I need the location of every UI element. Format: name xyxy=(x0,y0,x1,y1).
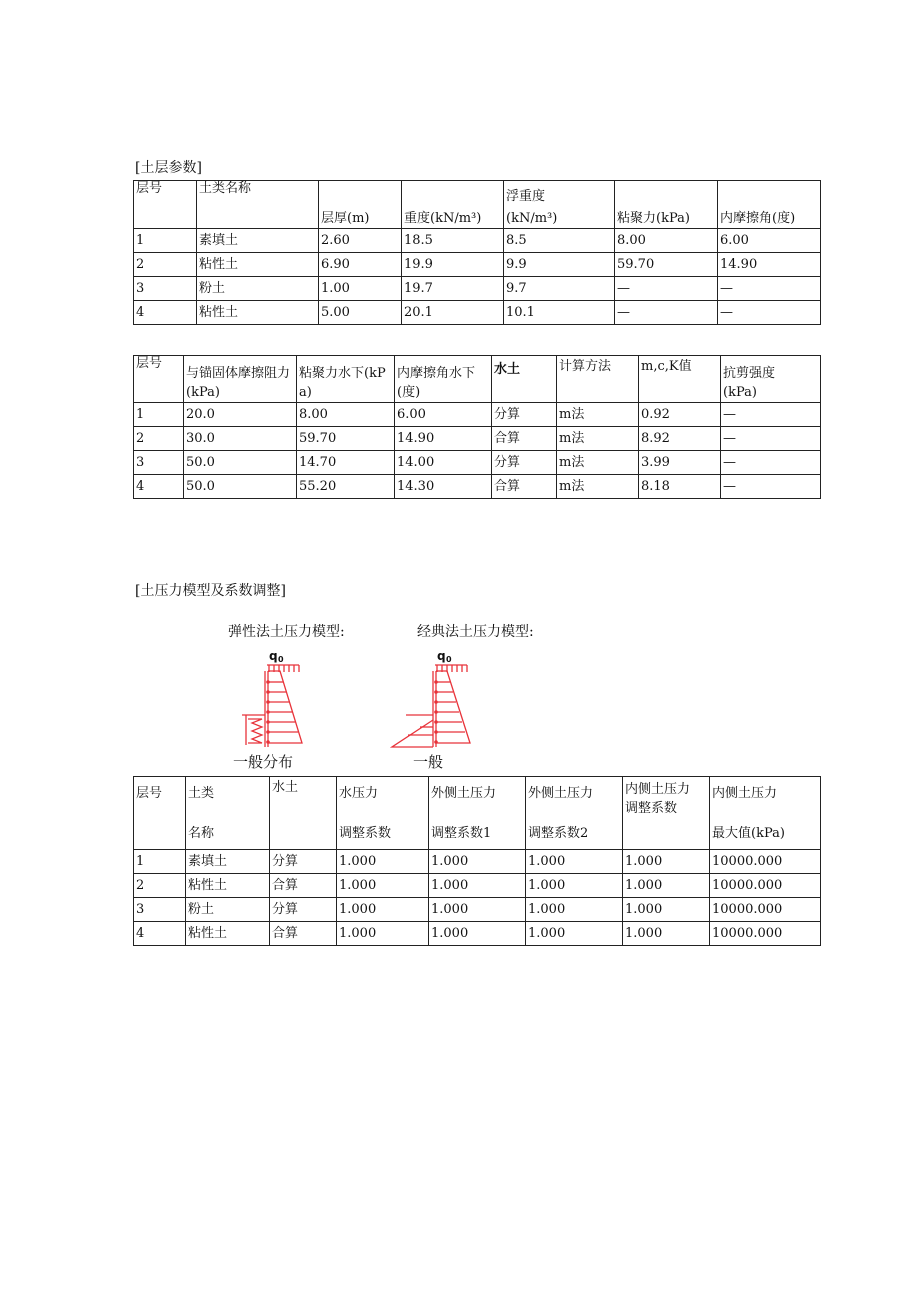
header-cell: 外侧土压力 调整系数2 xyxy=(526,777,623,850)
table-cell: 1.000 xyxy=(623,850,710,874)
table-cell: 1.000 xyxy=(526,850,623,874)
header-cell: 层厚(m) xyxy=(319,181,402,229)
table-cell: 1.000 xyxy=(337,922,429,946)
table-cell: 1.000 xyxy=(526,874,623,898)
table-cell: 14.90 xyxy=(718,253,821,277)
table-cell: 20.0 xyxy=(184,403,297,427)
table-cell: 4 xyxy=(134,301,197,325)
table-cell: 合算 xyxy=(270,874,337,898)
table-header-row xyxy=(134,356,821,403)
table-row xyxy=(134,427,821,451)
header-cell: 内摩擦角水下(度) xyxy=(395,356,492,403)
table-cell: — xyxy=(721,475,821,499)
table-cell: 8.00 xyxy=(615,229,718,253)
header-cell: m,c,K值 xyxy=(639,356,721,403)
table-cell: 2 xyxy=(134,253,197,277)
header-cell: 层号 xyxy=(134,777,186,850)
table-cell: 粘性土 xyxy=(186,874,270,898)
table-cell: 素填土 xyxy=(186,850,270,874)
table-header-row xyxy=(134,777,821,850)
soil-strength-table xyxy=(133,355,821,499)
table-cell: 1.000 xyxy=(623,898,710,922)
table-cell: 10000.000 xyxy=(710,898,821,922)
table-cell: 19.7 xyxy=(402,277,504,301)
table-cell: 50.0 xyxy=(184,475,297,499)
table-cell: 5.00 xyxy=(319,301,402,325)
table-cell: 10000.000 xyxy=(710,922,821,946)
table-cell: 0.92 xyxy=(639,403,721,427)
table-cell: 3 xyxy=(134,277,197,301)
table-cell: 1 xyxy=(134,403,184,427)
table-cell: 10000.000 xyxy=(710,874,821,898)
table-cell: 8.00 xyxy=(297,403,395,427)
table-cell: 9.7 xyxy=(504,277,615,301)
table-cell: 1.000 xyxy=(429,922,526,946)
header-cell: 与锚固体摩擦阻力(kPa) xyxy=(184,356,297,403)
table-cell: 1.000 xyxy=(337,874,429,898)
table-cell: 1 xyxy=(134,850,186,874)
table-cell: 10.1 xyxy=(504,301,615,325)
table-cell: 分算 xyxy=(492,403,557,427)
table-cell: 14.00 xyxy=(395,451,492,475)
table-cell: 1.000 xyxy=(337,898,429,922)
table-row xyxy=(134,403,821,427)
elastic-model-label: 弹性法土压力模型: xyxy=(228,624,345,640)
table-cell: 合算 xyxy=(270,922,337,946)
table-cell: 14.90 xyxy=(395,427,492,451)
table-cell: 9.9 xyxy=(504,253,615,277)
header-cell: 粘聚力(kPa) xyxy=(615,181,718,229)
table-cell: 素填土 xyxy=(197,229,319,253)
table-row xyxy=(134,850,821,874)
section-title-soil-params: [土层参数] xyxy=(135,160,202,176)
table-row xyxy=(134,922,821,946)
table-cell: 1.000 xyxy=(623,922,710,946)
table-cell: 3 xyxy=(134,451,184,475)
table-cell: 4 xyxy=(134,922,186,946)
pressure-distribution xyxy=(392,671,470,747)
header-cell: 内摩擦角(度) xyxy=(718,181,821,229)
header-cell: 土类 名称 xyxy=(186,777,270,850)
table-cell: 59.70 xyxy=(615,253,718,277)
table-cell: 1.000 xyxy=(429,850,526,874)
table-cell: 4 xyxy=(134,475,184,499)
header-cell: 外侧土压力 调整系数1 xyxy=(429,777,526,850)
q0-subscript: 0 xyxy=(278,655,284,664)
table-cell: 19.9 xyxy=(402,253,504,277)
table-cell: 8.92 xyxy=(639,427,721,451)
table-cell: 3 xyxy=(134,898,186,922)
table-cell: 粉土 xyxy=(186,898,270,922)
table-cell: 1.000 xyxy=(526,898,623,922)
q0-label: q xyxy=(269,649,278,663)
table-cell: 合算 xyxy=(492,427,557,451)
table-cell: 1.000 xyxy=(526,922,623,946)
table-cell: 20.1 xyxy=(402,301,504,325)
table-cell: 8.5 xyxy=(504,229,615,253)
header-cell: 水压力 调整系数 xyxy=(337,777,429,850)
table-row xyxy=(134,277,821,301)
table-cell: 59.70 xyxy=(297,427,395,451)
header-cell: 抗剪强度 (kPa) xyxy=(721,356,821,403)
header-cell: 内侧土压力 最大值(kPa) xyxy=(710,777,821,850)
classic-model-caption: 一般 xyxy=(413,753,444,771)
table-cell: 10000.000 xyxy=(710,850,821,874)
table-cell: 粉土 xyxy=(197,277,319,301)
table-cell: 30.0 xyxy=(184,427,297,451)
table-cell: 1 xyxy=(134,229,197,253)
table-cell: — xyxy=(718,277,821,301)
table-cell: — xyxy=(721,403,821,427)
table-cell: 分算 xyxy=(270,898,337,922)
table-cell: 2.60 xyxy=(319,229,402,253)
table-cell: — xyxy=(615,277,718,301)
table-row xyxy=(134,451,821,475)
table-cell: m法 xyxy=(557,475,639,499)
table-cell: 50.0 xyxy=(184,451,297,475)
table-cell: 粘性土 xyxy=(197,253,319,277)
table-row xyxy=(134,301,821,325)
table-cell: 合算 xyxy=(492,475,557,499)
table-cell: 18.5 xyxy=(402,229,504,253)
table-cell: 8.18 xyxy=(639,475,721,499)
table-cell: 6.00 xyxy=(395,403,492,427)
table-cell: 3.99 xyxy=(639,451,721,475)
table-cell: m法 xyxy=(557,451,639,475)
table-cell: 14.70 xyxy=(297,451,395,475)
soil-layer-table xyxy=(133,180,821,325)
header-cell: 粘聚力水下(kPa) xyxy=(297,356,395,403)
table-cell: 6.00 xyxy=(718,229,821,253)
table-cell: 1.000 xyxy=(337,850,429,874)
section-title-earth-pressure: [土压力模型及系数调整] xyxy=(135,583,286,599)
table-cell: — xyxy=(615,301,718,325)
table-cell: 粘性土 xyxy=(186,922,270,946)
table-row xyxy=(134,898,821,922)
q0-label: q xyxy=(437,649,446,663)
elastic-model-diagram xyxy=(232,645,312,750)
pressure-distribution xyxy=(242,671,302,747)
table-cell: 55.20 xyxy=(297,475,395,499)
table-cell: 1.00 xyxy=(319,277,402,301)
table-row xyxy=(134,475,821,499)
elastic-model-caption: 一般分布 xyxy=(233,753,294,771)
table-cell: 2 xyxy=(134,874,186,898)
q0-subscript: 0 xyxy=(446,655,452,664)
table-cell: m法 xyxy=(557,427,639,451)
table-row xyxy=(134,874,821,898)
table-row xyxy=(134,229,821,253)
table-cell: 1.000 xyxy=(623,874,710,898)
header-cell: 层号 xyxy=(134,181,197,229)
table-cell: 分算 xyxy=(270,850,337,874)
table-cell: 2 xyxy=(134,427,184,451)
classic-model-diagram xyxy=(390,645,480,750)
table-cell: m法 xyxy=(557,403,639,427)
header-cell: 计算方法 xyxy=(557,356,639,403)
header-cell: 水土 xyxy=(270,777,337,850)
table-cell: 6.90 xyxy=(319,253,402,277)
table-cell: 14.30 xyxy=(395,475,492,499)
table-cell: — xyxy=(721,451,821,475)
table-cell: 1.000 xyxy=(429,898,526,922)
header-cell: 重度(kN/m³) xyxy=(402,181,504,229)
table-cell: 粘性土 xyxy=(197,301,319,325)
classic-model-label: 经典法土压力模型: xyxy=(417,624,534,640)
table-cell: — xyxy=(718,301,821,325)
header-cell: 层号 xyxy=(134,356,184,403)
header-cell: 浮重度 (kN/m³) xyxy=(504,181,615,229)
table-cell: 1.000 xyxy=(429,874,526,898)
coefficient-adjust-table xyxy=(133,776,821,946)
header-cell: 土类名称 xyxy=(197,181,319,229)
table-cell: — xyxy=(721,427,821,451)
table-row xyxy=(134,253,821,277)
header-cell: 水土 xyxy=(492,356,557,403)
table-cell: 分算 xyxy=(492,451,557,475)
header-cell: 内侧土压力 调整系数 xyxy=(623,777,710,850)
table-header-row xyxy=(134,181,821,229)
